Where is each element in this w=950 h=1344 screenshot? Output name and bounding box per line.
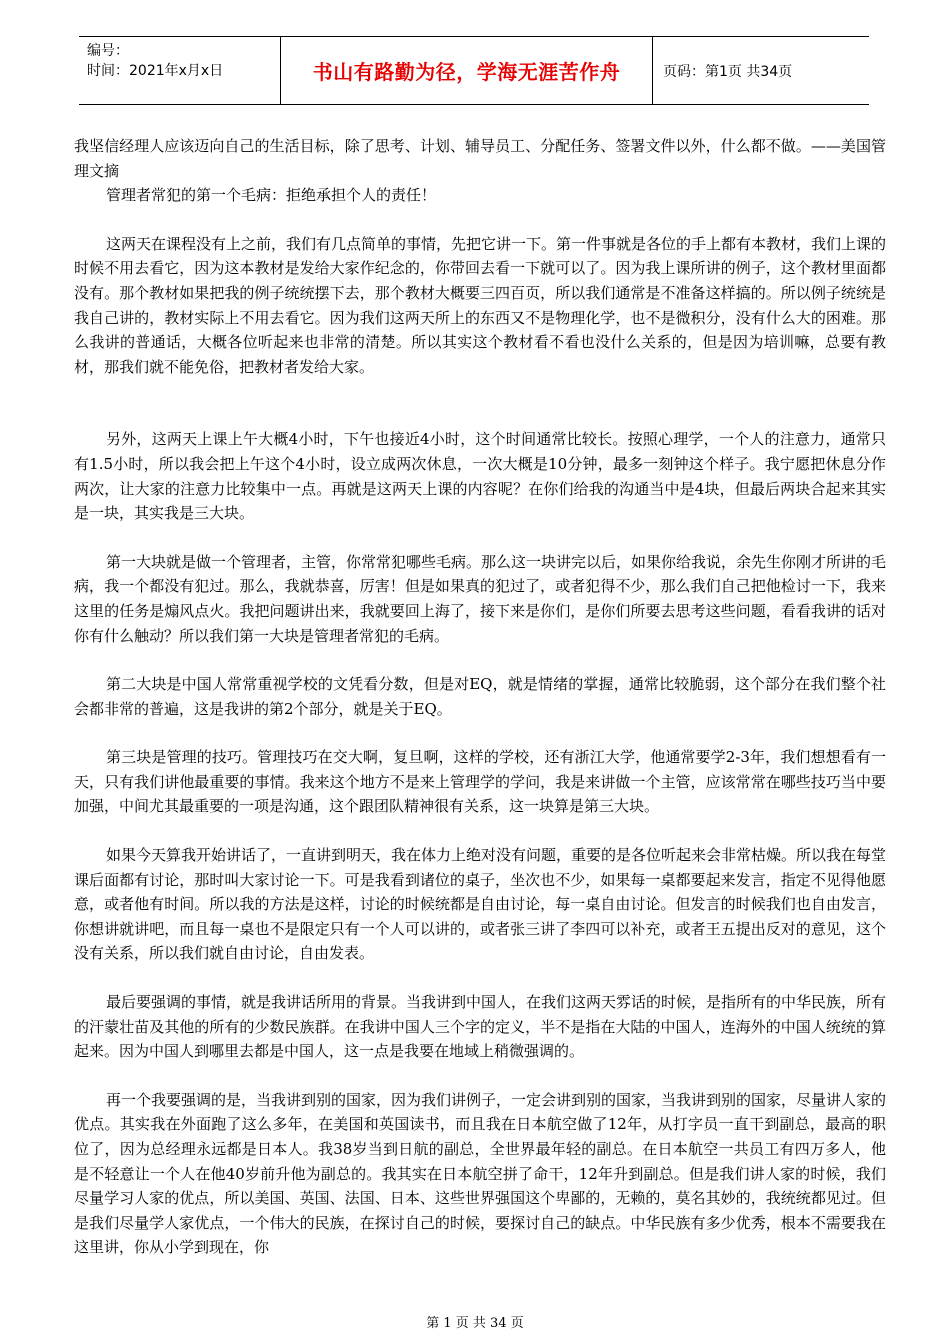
paragraph: 另外，这两天上课上午大概4小时，下午也接近4小时，这个时间通常比较长。按照心理学，一个人的注意力，通常只有1.5小时，所以我会把上午这个4小时，设立成两次休息，一次大概是10分钟，最多一刻钟这个样子。我宁愿把休息分作两次，让大家的注意力比较集中一点。再就是这两天上课的内容呢？在你们给我的沟通当中是4块，但最后两块合起来其实是一块，其实我是三大块。 — [74, 430, 886, 523]
paragraph: 最后要强调的事情，就是我讲话所用的背景。当我讲到中国人，在我们这两天雰话的时候，是指所有的中华民族，所有的汗蒙壮苗及其他的所有的少数民族群。在我讲中国人三个字的定义，半不是指在大陆的中国人，连海外的中国人统统的算起来。因为中国人到哪里去都是中国人，这一点是我要在地域上稍微强调的。 — [74, 993, 887, 1061]
page-code-text: 页码：第1页 共34页 — [663, 63, 793, 80]
motto-text: 书山有路勤为径，学海无涯苦作舟 — [312, 60, 621, 84]
time-label: 时间：2021年x月x日 — [87, 63, 224, 79]
document-body — [74, 134, 886, 1260]
paragraph: 再一个我要强调的是，当我讲到别的国家，因为我们讲例子，一定会讲到别的国家，当我讲到别的国家，尽量讲人家的优点。其实我在外面跑了这么多年，在美国和英国读书，而且我在日本航空做了12年，从打字员一直干到副总，最高的职位了，因为总经理永远都是日本人。我38岁当到日航的副总，全世界最年轻的副总。在日本航空一共员工有四万多人，他是不轻意让一个人在他40岁前升他为副总的。我其实在日本航空拼了命干，12年升到副总。但是我们讲人家的时候，我们尽量学习人家的优点，所以美国、英国、法国、日本、这些世界强国这个卑鄙的，无赖的，莫名其妙的，我统统都见过。但是我们尽量学人家优点，一个伟大的民族，在探讨自己的时候，要探讨自己的缺点。中华民族有多少优秀，根本不需要我在这里讲，你从小学到现在，你 — [74, 1090, 887, 1257]
header-motto-cell — [281, 37, 653, 104]
paragraph-quote: 我坚信经理人应该迈向自己的生活目标，除了思考、计划、辅导员工、分配任务、签署文件以外，什么都不做。——美国管理文摘 — [74, 137, 886, 180]
header-meta — [79, 37, 281, 104]
number-label: 编号： — [87, 43, 129, 59]
header-page-code — [653, 37, 869, 104]
paragraph: 第一大块就是做一个管理者，主管，你常常犯哪些毛病。那么这一块讲完以后，如果你给我说，余先生你刚才所讲的毛病，我一个都没有犯过。那么，我就恭喜，厉害！但是如果真的犯过了，或者犯得不少，那么我们自己把他检讨一下，我来这里的任务是煽风点火。我把问题讲出来，我就要回上海了，接下来是你们，是你们所要去思考这些问题，看看我讲的话对你有什么触动？所以我们第一大块是管理者常犯的毛病。 — [74, 552, 887, 645]
page-footer: 第 1 页 共 34 页 — [426, 1316, 524, 1331]
page-header — [79, 36, 869, 105]
paragraph: 第二大块是中国人常常重视学校的文凭看分数，但是对EQ，就是情绪的掌握，通常比较脆弱，这个部分在我们整个社会都非常的普遍，这是我讲的第2个部分，就是关于EQ。 — [74, 675, 886, 718]
paragraph: 如果今天算我开始讲话了，一直讲到明天，我在体力上绝对没有问题，重要的是各位听起来会非常枯燥。所以我在每堂课后面都有讨论，那时叫大家讨论一下。可是我看到诸位的桌子，坐次也不少，如果每一桌都要起来发言，指定不见得他愿意，或者他有时间。所以我的方法是这样，讨论的时候统都是自由讨论，每一桌自由讨论。但发言的时候我们也自由发言，你想讲就讲吧，而且每一桌也不是限定只有一个人可以讲的，或者张三讲了李四可以补充，或者王五提出反对的意见，这个没有关系，所以我们就自由讨论，自由发表。 — [74, 846, 887, 963]
paragraph: 第三块是管理的技巧。管理技巧在交大啊，复旦啊，这样的学校，还有浙江大学，他通常要学2-3年，我们想想看有一天，只有我们讲他最重要的事情。我来这个地方不是来上管理学的学问，我是来讲做一个主管，应该常常在哪些技巧当中要加强，中间尤其最重要的一项是沟通，这个跟团队精神很有关系，这一块算是第三大块。 — [74, 748, 886, 816]
paragraph: 这两天在课程没有上之前，我们有几点简单的事情，先把它讲一下。第一件事就是各位的手上都有本教材，我们上课的时候不用去看它，因为这本教材是发给大家作纪念的，你带回去看一下就可以了。因为我上课所讲的例子，这个教材里面都没有。那个教材如果把我的例子统统摆下去，那个教材大概要三四百页，所以我们通常是不准备这样搞的。所以例子统统是我自己讲的，教材实际上不用去看它。因为我们这两天所上的东西又不是物理化学，也不是微积分，没有什么大的困难。那么我讲的普通话，大概各位听起来也非常的清楚。所以其实这个教材看不看也没什么关系的，但是因为培训嘛，总要有教材，那我们就不能免俗，把教材者发给大家。 — [74, 234, 887, 376]
paragraph-heading: 管理者常犯的第一个毛病：拒绝承担个人的责任！ — [106, 186, 437, 205]
